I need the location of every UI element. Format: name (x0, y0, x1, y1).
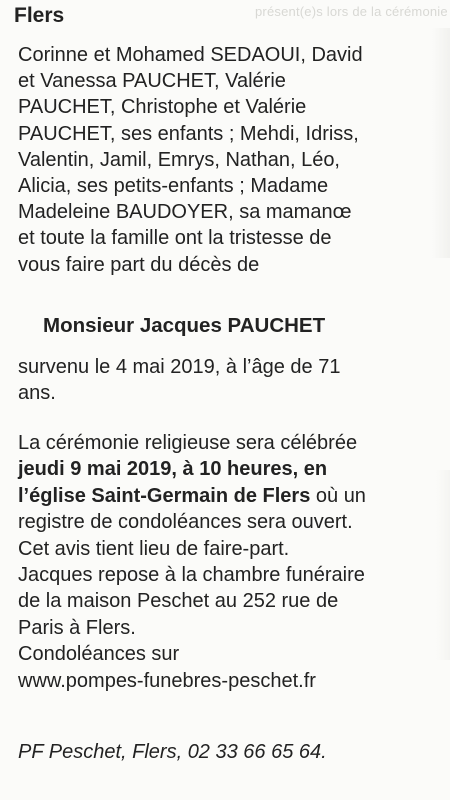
ceremony-location-line (18, 483, 438, 509)
ceremony-line: Cet avis tient lieu de faire-part. (18, 537, 290, 560)
ceremony-line: de la maison Peschet au 252 rue de (18, 590, 339, 613)
announcement-line: Alicia, ses petits-enfants ; Madame (18, 175, 329, 198)
announcement-line: PAUCHET, Christophe et Valérie (18, 96, 307, 119)
ceremony-details (18, 430, 438, 694)
church-name: l’église Saint-Germain de Flers (18, 484, 311, 507)
ceremony-line: La cérémonie religieuse sera célébrée (18, 432, 358, 454)
ceremony-line: registre de condoléances sera ouvert. (18, 511, 353, 534)
funeral-home-signature: PF Peschet, Flers, 02 33 66 65 64. (18, 741, 327, 763)
announcement-line: PAUCHET, ses enfants ; Mehdi, Idriss, (18, 122, 359, 145)
announcement-line: Valentin, Jamil, Emrys, Nathan, Léo, (18, 148, 340, 171)
faded-background-text: présent(e)s lors de la cérémonie (255, 4, 448, 19)
page-edge-shadow-lower (436, 470, 450, 660)
announcement-line: Madeleine BAUDOYER, sa mamanœ (18, 201, 352, 224)
announcement-line: et Vanessa PAUCHET, Valérie (18, 70, 286, 93)
deceased-name: Monsieur Jacques PAUCHET (43, 314, 326, 337)
death-notice-line: ans. (18, 382, 56, 404)
announcement-line: et toute la famille ont la tristesse de (18, 227, 332, 250)
condolences-website: www.pompes-funebres-peschet.fr (18, 669, 316, 692)
ceremony-line: Jacques repose à la chambre funéraire (18, 564, 365, 587)
town-heading: Flers (14, 4, 65, 27)
announcement-line: Corinne et Mohamed SEDAOUI, David (18, 44, 363, 66)
ceremony-location-rest: où un (310, 484, 366, 507)
condolences-label: Condoléances sur (18, 643, 180, 666)
ceremony-date-line: jeudi 9 mai 2019, à 10 heures, en (18, 458, 328, 481)
death-notice-line: survenu le 4 mai 2019, à l’âge de 71 (18, 356, 341, 378)
family-announcement (18, 42, 438, 278)
ceremony-line: Paris à Flers. (18, 616, 136, 639)
announcement-line: vous faire part du décès de (18, 253, 260, 276)
death-date-notice (18, 354, 438, 406)
